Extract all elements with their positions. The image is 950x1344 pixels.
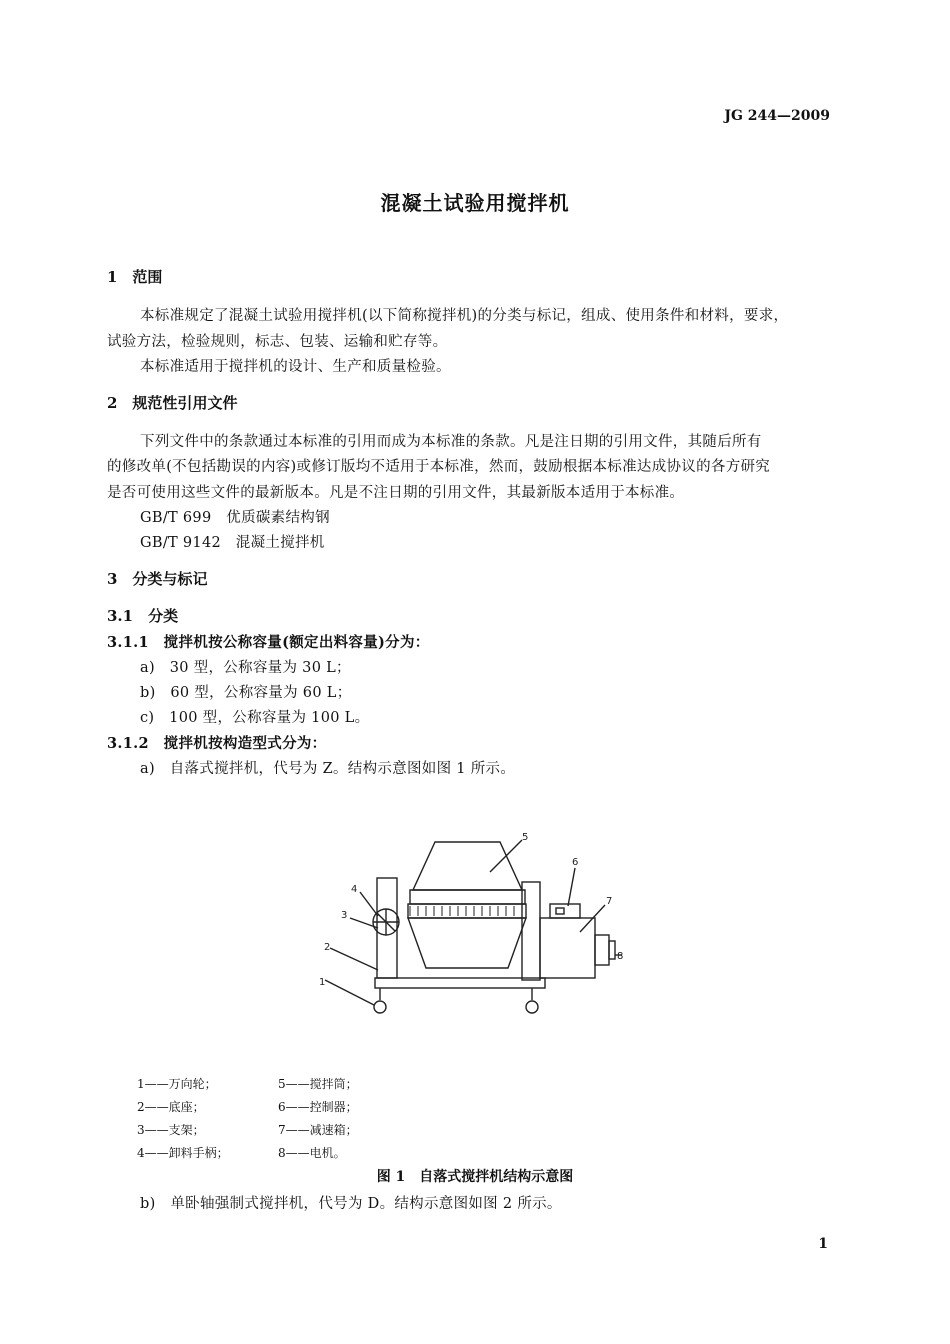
section-3-1-heading: 3.1 分类 xyxy=(107,607,179,625)
document-title: 混凝土试验用搅拌机 xyxy=(380,191,570,215)
section-2-heading: 2 规范性引用文件 xyxy=(107,394,238,412)
list-item-a: a) 30 型，公称容量为 30 L； xyxy=(140,660,351,676)
callout-3: 3 xyxy=(341,910,348,921)
left-support xyxy=(377,878,397,978)
list-item-b: b) 60 型，公称容量为 60 L； xyxy=(140,685,352,701)
section-3-1-2-item-a: a) 自落式搅拌机，代号为 Z。结构示意图如图 1 所示。 xyxy=(140,761,516,777)
legend-item-4: 4——卸料手柄； xyxy=(137,1146,229,1160)
drum-top-cone xyxy=(413,842,522,890)
section-1-para-2: 本标准适用于搅拌机的设计、生产和质量检验。 xyxy=(140,359,451,375)
drum-body xyxy=(410,890,525,904)
caster-left xyxy=(374,1001,386,1013)
legend-item-2: 2——底座； xyxy=(137,1100,205,1114)
section-1-para-1-line-2: 试验方法，检验规则，标志、包装、运输和贮存等。 xyxy=(107,334,448,350)
section-2-para-line-1: 下列文件中的条款通过本标准的引用而成为本标准的条款。凡是注日期的引用文件，其随后所有 xyxy=(140,434,762,450)
drum-bottom-cone xyxy=(408,918,526,968)
section-1-para-1-line-1: 本标准规定了混凝土试验用搅拌机(以下简称搅拌机)的分类与标记，组成、使用条件和材料，要求， xyxy=(140,308,789,324)
list-item-c: c) 100 型，公称容量为 100 L。 xyxy=(140,710,370,726)
legend-item-6: 6——控制器； xyxy=(278,1100,358,1114)
page-number: 1 xyxy=(818,1236,828,1252)
legend-item-3: 3——支架； xyxy=(137,1123,205,1137)
legend-item-1: 1——万向轮； xyxy=(137,1077,217,1091)
section-3-1-1: 3.1.1 搅拌机按公称容量(额定出料容量)分为： xyxy=(107,634,430,651)
section-3-1-2-item-b: b) 单卧轴强制式搅拌机，代号为 D。结构示意图如图 2 所示。 xyxy=(140,1196,562,1212)
section-2-para-line-3: 是否可使用这些文件的最新版本。凡是不注日期的引用文件，其最新版本适用于本标准。 xyxy=(107,485,685,501)
figure-caption: 图 1 自落式搅拌机结构示意图 xyxy=(376,1169,574,1185)
legend-item-8: 8——电机。 xyxy=(278,1146,346,1160)
callout-5: 5 xyxy=(522,832,529,843)
section-3-heading: 3 分类与标记 xyxy=(107,570,208,588)
callout-1: 1 xyxy=(319,977,326,988)
legend-item-7: 7——减速箱； xyxy=(278,1123,358,1137)
callout-6: 6 xyxy=(572,857,579,868)
callout-2: 2 xyxy=(324,942,331,953)
section-3-1-2: 3.1.2 搅拌机按构造型式分为： xyxy=(107,735,327,752)
base-frame xyxy=(375,978,545,988)
section-1-heading: 1 范围 xyxy=(107,268,163,286)
gearbox xyxy=(540,918,595,978)
section-2-para-line-2: 的修改单(不包括勘误的内容)或修订版均不适用于本标准，然而，鼓励根据本标准达成协议的各方研究 xyxy=(107,459,771,475)
reference-gb-t-699: GB/T 699 优质碳素结构钢 xyxy=(140,510,330,526)
motor xyxy=(595,935,609,965)
caster-right xyxy=(526,1001,538,1013)
standard-code: JG 244—2009 xyxy=(724,108,830,124)
controller xyxy=(550,904,580,918)
legend-item-5: 5——搅拌筒； xyxy=(278,1077,358,1091)
callout-7: 7 xyxy=(606,896,613,907)
callout-8: 8 xyxy=(617,951,624,962)
reference-gb-t-9142: GB/T 9142 混凝土搅拌机 xyxy=(140,535,325,551)
callout-4: 4 xyxy=(351,884,358,895)
mixer-diagram xyxy=(300,820,640,1030)
